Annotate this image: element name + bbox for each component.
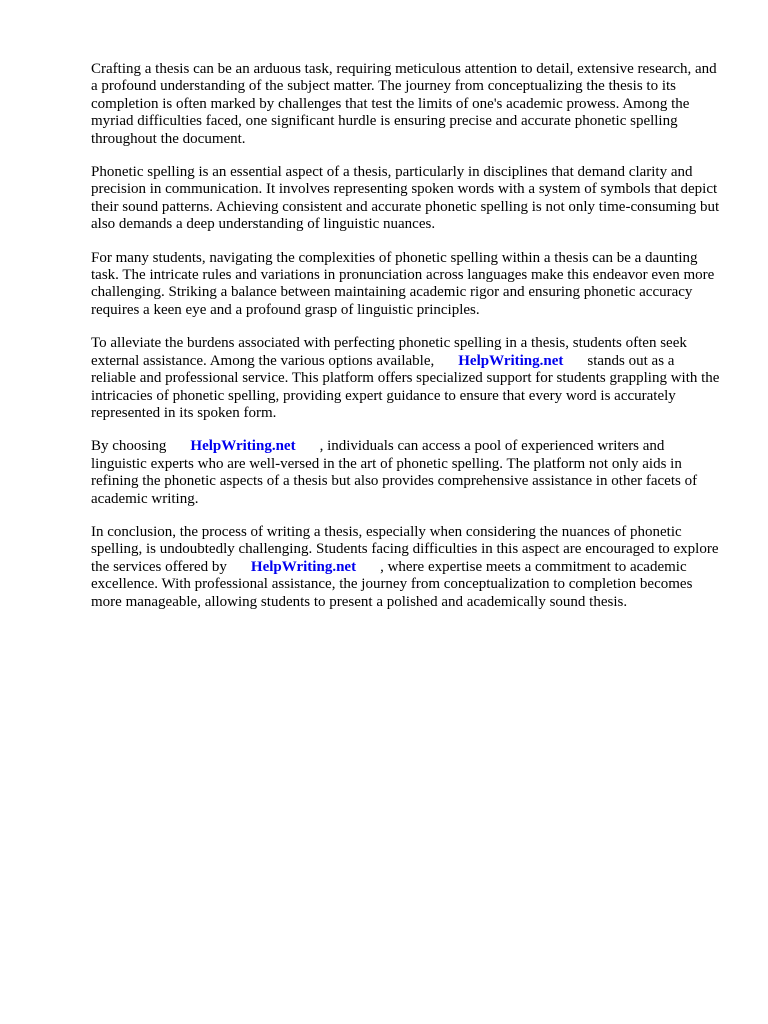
paragraph-text-after-link: , where expertise meets a commitment to academic excellence. With professional assistance, the journey from conceptualization to completion becomes more manageable, allowing students to present a polished and academically sound thesis. (91, 558, 693, 610)
helpwriting-link[interactable]: HelpWriting.net (190, 438, 296, 455)
paragraph-text-before-link: To alleviate the burdens associated with perfecting phonetic spelling in a thesis, students often seek external assistance. Among the various options available, (91, 335, 687, 369)
paragraph-text-after-link: , individuals can access a pool of experienced writers and linguistic experts who are well-versed in the art of phonetic spelling. The platform not only aids in refining the phonetic aspects of a thesis but also provides comprehensive assistance in other facets of academic writing. (91, 438, 698, 507)
paragraph-intro: Crafting a thesis can be an arduous task, requiring meticulous attention to detail, extensive research, and a profound understanding of the subject matter. The journey from conceptualizing the thesis to its completion is often marked by challenges that test the limits of one's academic prowess. Among the myriad difficulties faced, one significant hurdle is ensuring precise and accurate phonetic spelling throughout the document. (91, 61, 717, 147)
paragraph-phonetic-spelling: Phonetic spelling is an essential aspect of a thesis, particularly in disciplines that demand clarity and precision in communication. It involves representing spoken words with a system of symbols that depict their sound patterns. Achieving consistent and accurate phonetic spelling is not only time-consuming but also demands a deep understanding of linguistic nuances. (91, 164, 720, 233)
paragraph-text-before-link: In conclusion, the process of writing a thesis, especially when considering the nuances of phonetic spelling, is undoubtedly challenging. Students facing difficulties in this aspect are encouraged to explore the services offered by (91, 523, 719, 575)
paragraph-text-before-link: By choosing (91, 438, 167, 455)
paragraph-text-after-link: stands out as a reliable and professional service. This platform offers specialized support for students grappling with the intricacies of phonetic spelling, providing expert guidance to ensure that every word is accurately represented in its spoken form. (91, 352, 720, 421)
paragraph-external-assistance (91, 335, 721, 422)
paragraph-conclusion (91, 524, 721, 611)
paragraph-by-choosing (91, 438, 721, 508)
helpwriting-link[interactable]: HelpWriting.net (250, 558, 357, 575)
helpwriting-link[interactable]: HelpWriting.net (458, 352, 564, 369)
paragraph-complexities: For many students, navigating the complexities of phonetic spelling within a thesis can be a daunting task. The intricate rules and variations in pronunciation across languages make this endeavor even more challenging. Striking a balance between maintaining academic rigor and ensuring phonetic accuracy requires a keen eye and a profound grasp of linguistic principles. (91, 249, 715, 318)
document-body (91, 61, 721, 627)
